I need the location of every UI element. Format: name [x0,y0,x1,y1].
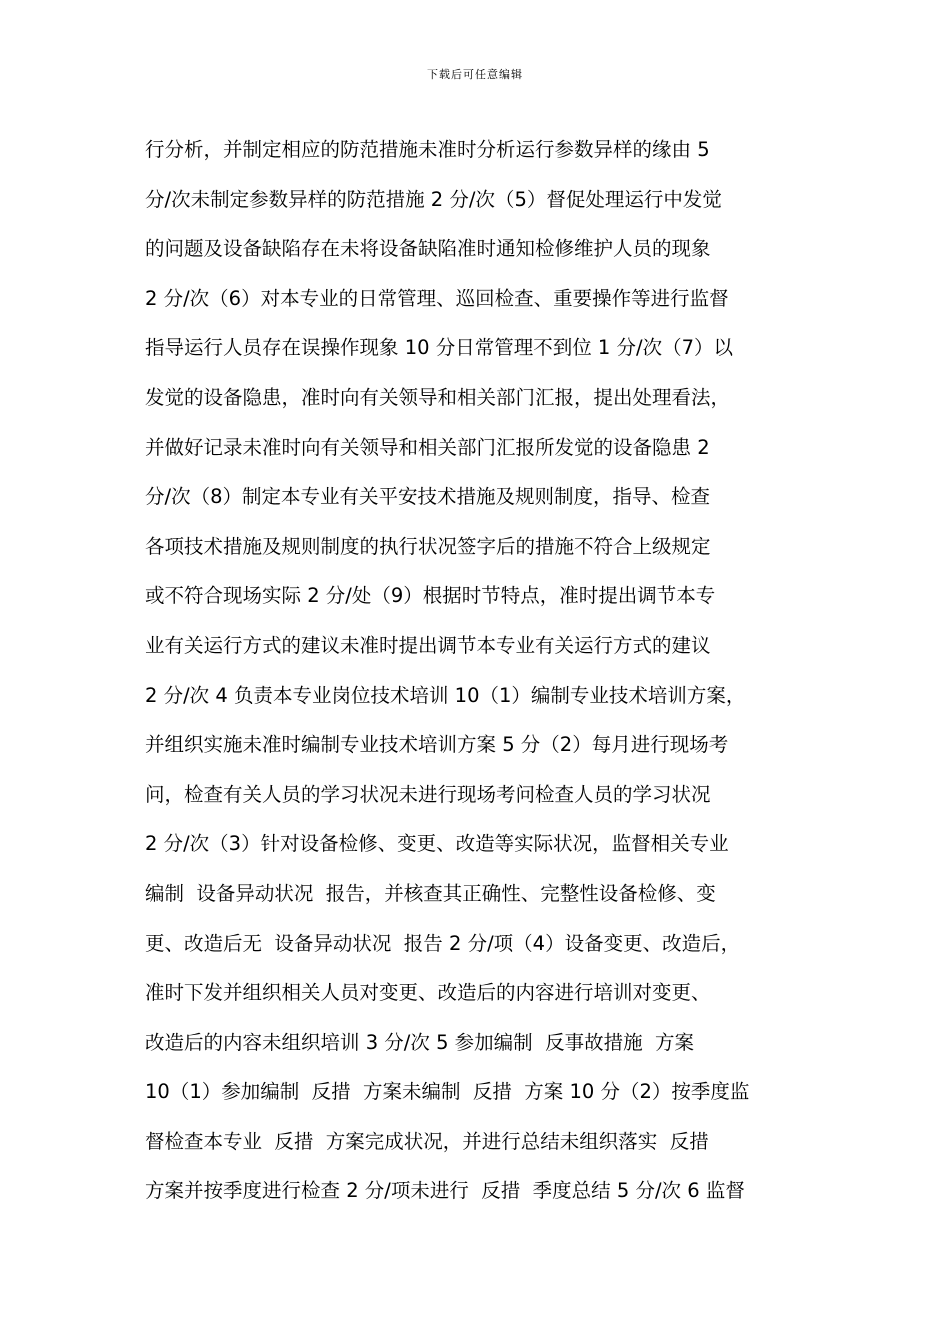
body-line: 并做好记录未准时向有关领导和相关部门汇报所发觉的设备隐患 2 [145,435,710,459]
body-line: 2 分/次（6）对本专业的日常管理、巡回检查、重要操作等进行监督 [145,286,729,310]
body-line: 分/次未制定参数异样的防范措施 2 分/次（5）督促处理运行中发觉 [145,187,722,211]
body-line: 各项技术措施及规则制度的执行状况签字后的措施不符合上级规定 [145,534,711,558]
body-line: 或不符合现场实际 2 分/处（9）根据时节特点，准时提出调节本专 [145,584,716,608]
body-line: 改造后的内容未组织培训 3 分/次 5 参加编制 反事故措施 方案 [145,1030,694,1054]
body-line: 并组织实施未准时编制专业技术培训方案 5 分（2）每月进行现场考 [145,733,729,757]
body-line: 更、改造后无 设备异动状况 报告 2 分/项（4）设备变更、改造后， [145,931,741,955]
body-line: 发觉的设备隐患，准时向有关领导和相关部门汇报，提出处理看法， [145,385,731,409]
body-line: 问，检查有关人员的学习状况未进行现场考问检查人员的学习状况 [145,782,711,806]
document-body [145,132,815,1223]
page-header: 下载后可任意编辑 [427,68,523,81]
body-line: 编制 设备异动状况 报告，并核查其正确性、完整性设备检修、变 [145,881,716,905]
body-line: 业有关运行方式的建议未准时提出调节本专业有关运行方式的建议 [145,633,711,657]
body-line: 行分析，并制定相应的防范措施未准时分析运行参数异样的缘由 5 [145,138,710,161]
body-line: 分/次（8）制定本专业有关平安技术措施及规则制度，指导、检查 [145,485,710,509]
body-line: 的问题及设备缺陷存在未将设备缺陷准时通知检修维护人员的现象 [145,237,711,261]
body-line: 10（1）参加编制 反措 方案未编制 反措 方案 10 分（2）按季度监 [145,1080,750,1104]
body-line: 方案并按季度进行检查 2 分/项未进行 反措 季度总结 5 分/次 6 监督 [145,1179,745,1203]
body-line: 2 分/次 4 负责本专业岗位技术培训 10（1）编制专业技术培训方案， [145,683,746,707]
body-line: 指导运行人员存在误操作现象 10 分日常管理不到位 1 分/次（7）以 [145,336,733,360]
body-line: 准时下发并组织相关人员对变更、改造后的内容进行培训对变更、 [145,981,711,1005]
body-line: 督检查本专业 反措 方案完成状况，并进行总结未组织落实 反措 [145,1129,709,1153]
body-line: 2 分/次（3）针对设备检修、变更、改造等实际状况，监督相关专业 [145,832,729,856]
